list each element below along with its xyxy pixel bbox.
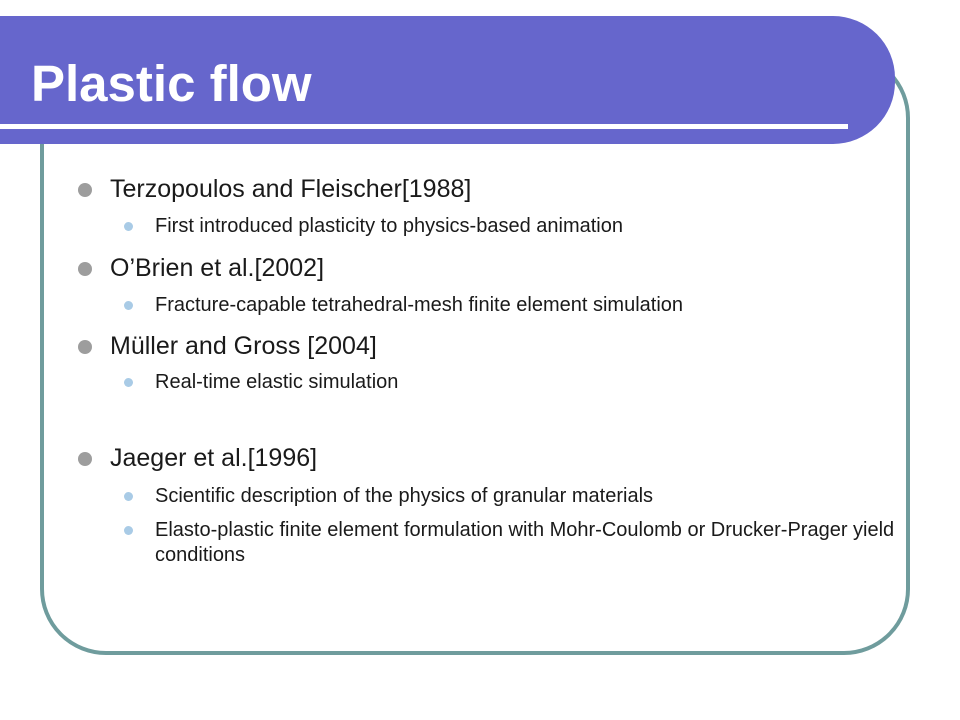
sub-bullet-dot-icon (124, 492, 133, 501)
bullet-dot-icon (78, 183, 92, 197)
bullet-item (78, 331, 377, 361)
bullet-text: O’Brien et al.[2002] (110, 254, 325, 282)
sub-bullet-dot-icon (124, 222, 133, 231)
bullet-text: Terzopoulos and Fleischer[1988] (110, 175, 472, 203)
bullet-item (78, 174, 471, 204)
bullet-dot-icon (78, 340, 92, 354)
sub-bullet-item (124, 518, 895, 568)
sub-bullet-item (124, 370, 895, 395)
bullet-item (78, 443, 317, 473)
sub-bullet-dot-icon (124, 526, 133, 535)
sub-bullet-text: Scientific description of the physics of granular materials (155, 485, 654, 507)
sub-bullet-dot-icon (124, 301, 133, 310)
sub-bullet-text: Fracture-capable tetrahedral-mesh finite element simulation (155, 294, 684, 316)
bullet-text: Müller and Gross [2004] (110, 332, 377, 360)
sub-bullet-text: Elasto-plastic finite element formulation with Mohr-Coulomb or Drucker-Prager yield conditions (155, 519, 895, 566)
sub-bullet-item (124, 293, 895, 318)
sub-bullet-dot-icon (124, 378, 133, 387)
sub-bullet-item (124, 214, 895, 239)
sub-bullet-text: Real-time elastic simulation (155, 371, 399, 393)
bullet-item (78, 253, 324, 283)
bullet-dot-icon (78, 262, 92, 276)
sub-bullet-item (124, 484, 895, 509)
sub-bullet-text: First introduced plasticity to physics-based animation (155, 215, 623, 237)
bullet-dot-icon (78, 452, 92, 466)
bullet-text: Jaeger et al.[1996] (110, 444, 318, 472)
slide-title: Plastic flow (31, 55, 312, 112)
